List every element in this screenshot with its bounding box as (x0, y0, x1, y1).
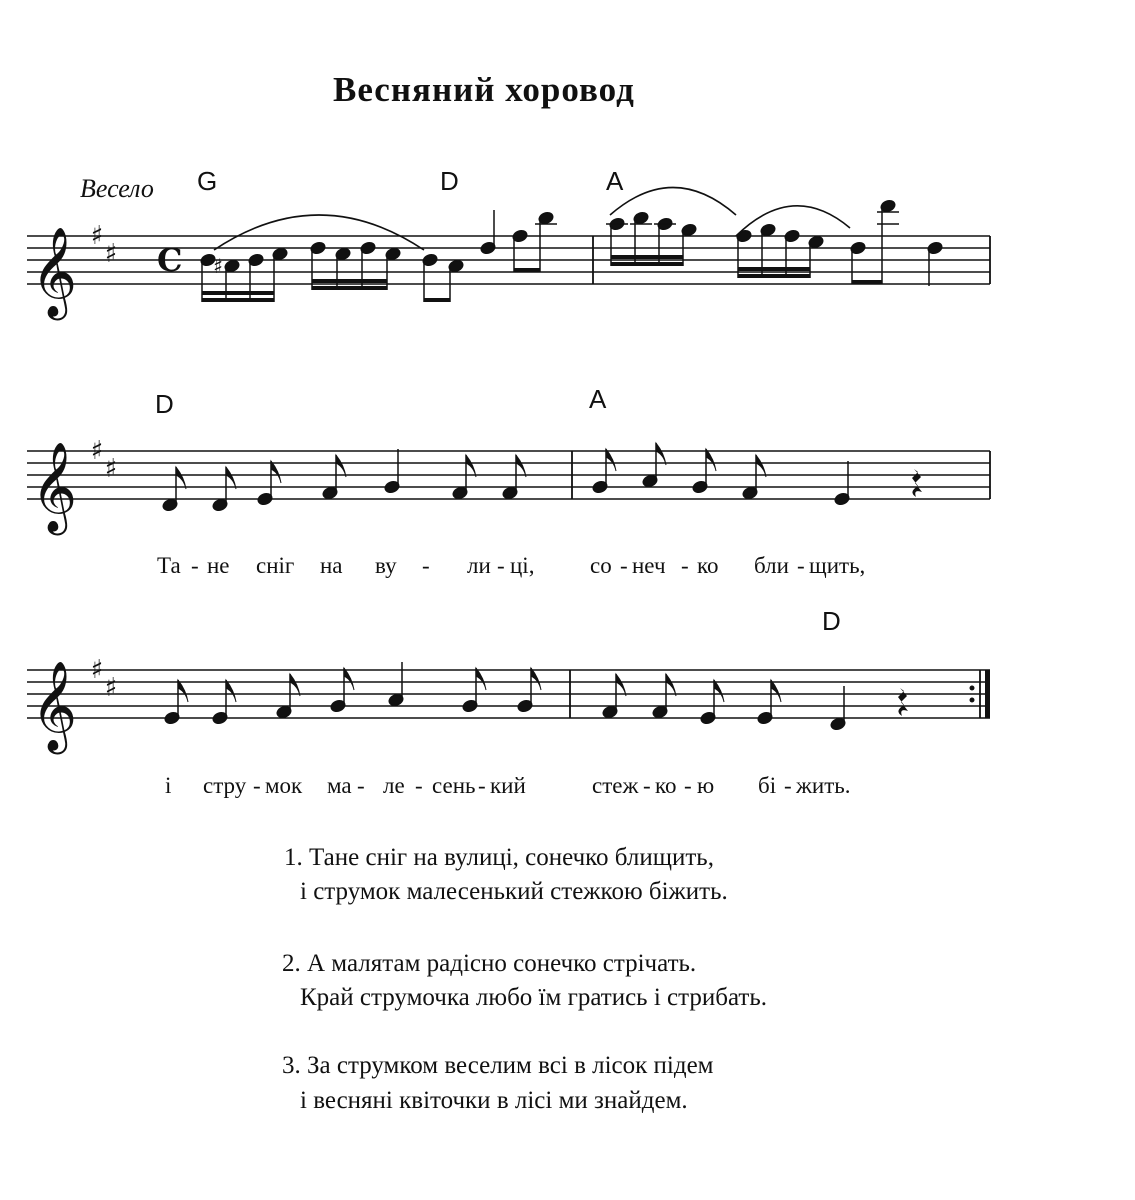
verse-1-line-1: 1. Тане сніг на вулиці, сонечко блищить, (284, 844, 714, 871)
lyric-hyphen: - (620, 553, 628, 578)
lyric-syllable: Та (157, 553, 181, 578)
sharp-key-signature: ♯ (90, 436, 104, 466)
lyric-hyphen: - (422, 553, 430, 578)
sharp-key-signature: ♯ (90, 655, 104, 685)
sharp-key-signature: ♯ (90, 221, 104, 251)
sharp-key-signature: ♯ (104, 673, 118, 703)
lyric-hyphen: - (684, 773, 692, 798)
lyric-syllable: стеж (592, 773, 639, 798)
lyric-syllable: ко (697, 553, 719, 578)
treble-clef: 𝄞 (31, 442, 78, 532)
lyric-hyphen: - (415, 773, 423, 798)
common-time-signature: C (157, 241, 183, 279)
lyric-syllable: сень (432, 773, 476, 798)
treble-clef: 𝄞 (31, 661, 78, 751)
sharp-accidental: ♯ (213, 254, 223, 278)
lyric-syllable: бі (758, 773, 777, 798)
verse-2-line-2: Край струмочка любо їм гратись і стрибать. (300, 984, 767, 1011)
lyric-hyphen: - (784, 773, 792, 798)
sharp-key-signature: ♯ (104, 239, 118, 269)
chord-symbol: D (155, 389, 174, 419)
lyric-syllable: ко (655, 773, 677, 798)
lyric-syllable: мок (265, 773, 303, 798)
lyric-syllable: на (320, 553, 343, 578)
lyric-hyphen: - (478, 773, 486, 798)
chord-symbol: A (589, 384, 607, 414)
chord-symbol: D (440, 166, 459, 196)
lyric-hyphen: - (357, 773, 365, 798)
lyric-syllable: стру (203, 773, 247, 798)
lyric-hyphen: - (797, 553, 805, 578)
lyric-syllable: ву (375, 553, 397, 578)
chord-symbol: D (822, 606, 841, 636)
lyric-syllable: ці, (510, 553, 535, 578)
tempo-marking: Весело (80, 174, 154, 203)
lyric-syllable: ле (383, 773, 405, 798)
lyric-syllable: ли (467, 553, 491, 578)
treble-clef: 𝄞 (31, 227, 78, 317)
lyric-syllable: ма (327, 773, 352, 798)
verse-1-line-2: і струмок малесенький стежкою біжить. (300, 878, 728, 905)
lyric-syllable: кий (490, 773, 526, 798)
verse-3-line-1: 3. За струмком веселим всі в лісок підем (282, 1052, 714, 1079)
chord-symbol: G (197, 166, 218, 196)
lyric-hyphen: - (253, 773, 261, 798)
song-title: Весняний хоровод (333, 70, 635, 109)
lyric-hyphen: - (643, 773, 651, 798)
lyric-syllable: бли (754, 553, 789, 578)
verse-3-line-2: і весняні квіточки в лісі ми знайдем. (300, 1087, 688, 1114)
lyric-syllable: ю (697, 773, 715, 798)
lyric-hyphen: - (191, 553, 199, 578)
chord-symbol: A (606, 166, 624, 196)
lyric-syllable: і (165, 773, 172, 798)
lyric-hyphen: - (681, 553, 689, 578)
lyric-hyphen: - (497, 553, 505, 578)
lyric-syllable: со (590, 553, 612, 578)
lyric-syllable: неч (632, 553, 666, 578)
sharp-key-signature: ♯ (104, 454, 118, 484)
lyric-syllable: не (207, 553, 230, 578)
lyric-syllable: сніг (256, 553, 295, 578)
lyric-syllable: жить. (796, 773, 851, 798)
verse-2-line-1: 2. А малятам радісно сонечко стрічать. (282, 950, 697, 977)
lyric-syllable: щить, (809, 553, 866, 578)
